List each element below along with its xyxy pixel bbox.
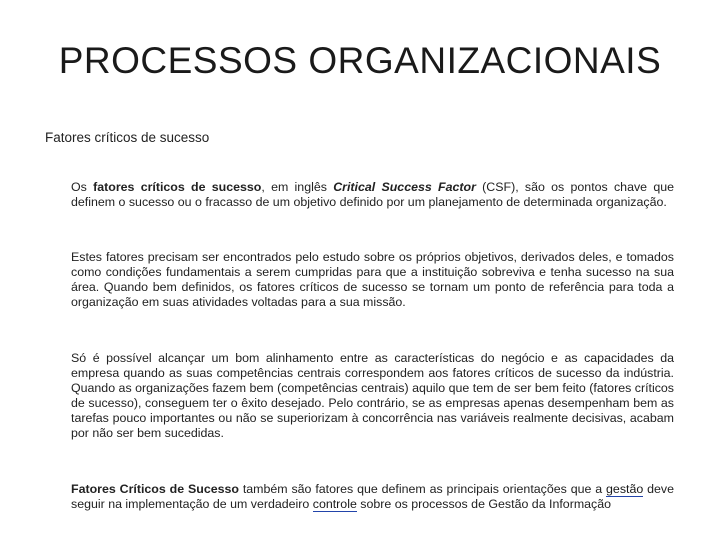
paragraph-alignment: Só é possível alcançar um bom alinhamento entre as características do negócio e as capacidades da empresa quando as suas competências centrais correspondem aos fatores críticos de sucesso da indústria. Quando as organizações fazem bem (competências centrais) aquilo que tem de ser bem feito (fatores críticos de sucesso), conseguem ter o êxito desejado. Pelo contrário, se as empresas apenas desempenham bem as tarefas pouco importantes ou não se superiorizam à concorrência nas variáveis realmente decisivas, acabam por não ser bem sucedidas. bbox=[71, 351, 674, 441]
p1-lead: Os bbox=[71, 180, 94, 195]
gestao-link[interactable]: gestão bbox=[606, 482, 644, 497]
slide-title: PROCESSOS ORGANIZACIONAIS bbox=[58, 40, 662, 81]
paragraph-definition bbox=[71, 180, 674, 210]
p4-text-a: também são fatores que definem as principais orientações que a bbox=[238, 482, 607, 497]
p1-mid: , em inglês bbox=[261, 180, 334, 195]
controle-link[interactable]: controle bbox=[312, 497, 357, 512]
p1-english-term: Critical Success Factor bbox=[333, 180, 476, 195]
p1-bold-term: fatores críticos de sucesso bbox=[93, 180, 262, 195]
slide-subtitle: Fatores críticos de sucesso bbox=[45, 130, 210, 145]
paragraph-objectives: Estes fatores precisam ser encontrados pelo estudo sobre os próprios objetivos, derivados deles, e tomados como condições fundamentais a serem cumpridas para que a instituição sobreviva e tenha sucesso na sua área. Quando bem definidos, os fatores críticos de sucesso se tornam um ponto de referência para toda a organização em suas atividades voltadas para a sua missão. bbox=[71, 250, 674, 310]
p4-text-b: deve seguir na implementação de um verdadeiro bbox=[71, 482, 674, 512]
paragraph-conclusion bbox=[71, 482, 674, 512]
p4-bold-term: Fatores Críticos de Sucesso bbox=[71, 482, 239, 497]
p1-rest: (CSF), são os pontos chave que definem o sucesso ou o fracasso de um objetivo definido por um planejamento de determinada organização. bbox=[71, 180, 674, 210]
p4-text-c: sobre os processos de Gestão da Informação bbox=[356, 497, 612, 512]
